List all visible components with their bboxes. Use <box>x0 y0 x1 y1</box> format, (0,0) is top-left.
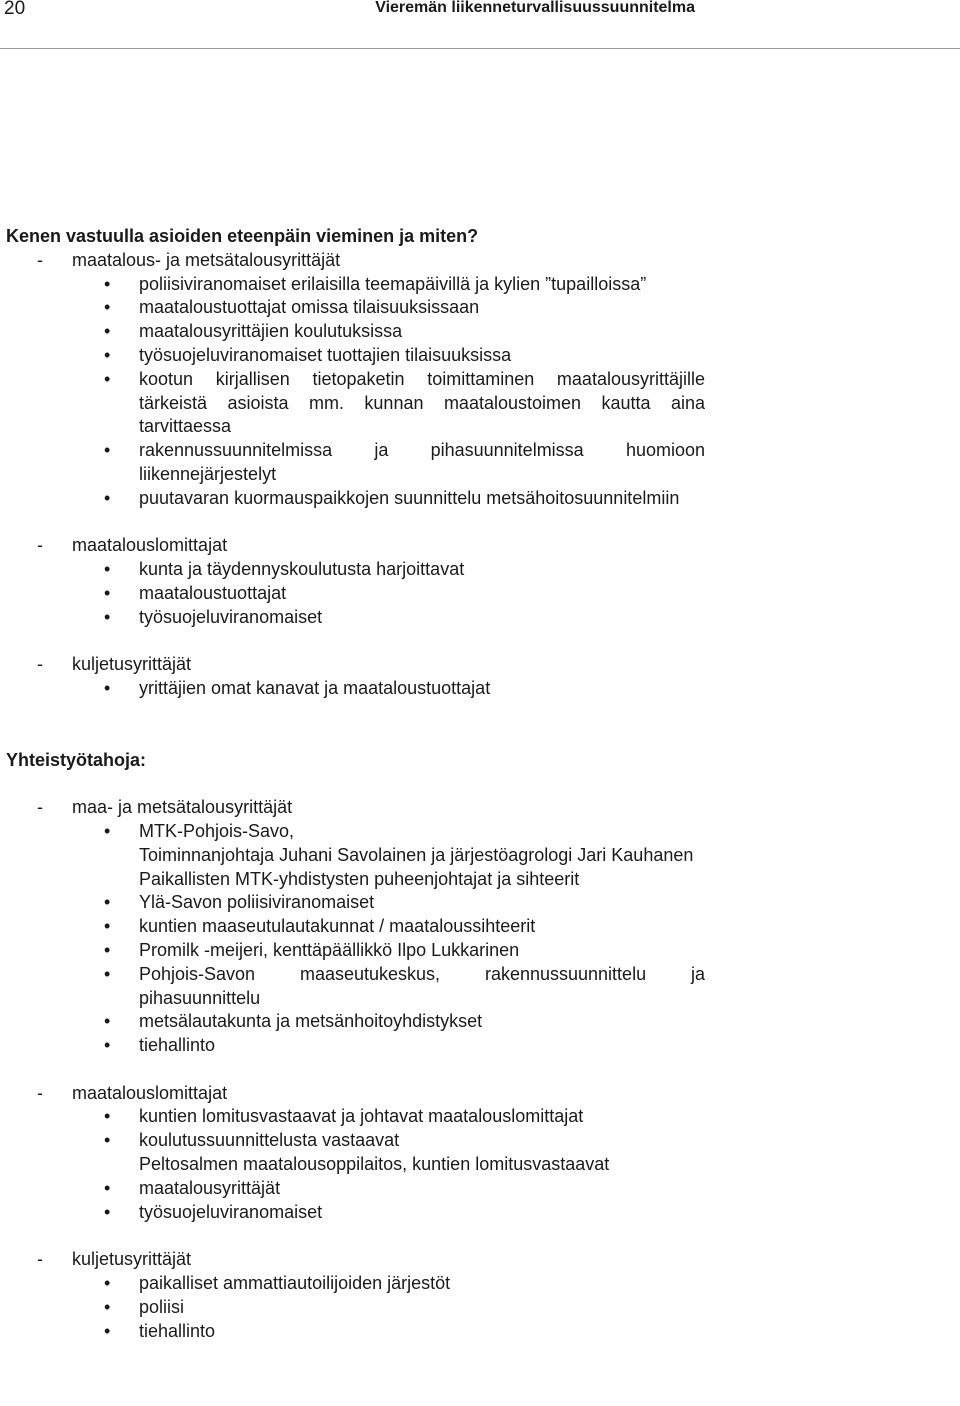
list-item <box>0 1105 705 1129</box>
running-title: Vieremän liikenneturvallisuussuunnitelma <box>375 0 695 16</box>
list-item <box>0 1320 705 1344</box>
list-item <box>0 606 705 630</box>
bullet-marker: • <box>104 321 111 342</box>
list-item <box>0 439 705 487</box>
group-header <box>0 653 960 677</box>
list-item-text: Peltosalmen maatalousoppilaitos, kuntien lomitusvastaavat <box>139 1154 610 1175</box>
list-item-text: poliisi <box>139 1296 185 1317</box>
list-item-text: tiehallinto <box>139 1035 216 1056</box>
list-item-text: paikalliset ammattiautoilijoiden järjestöt <box>139 1273 451 1294</box>
bullet-marker: • <box>104 1130 111 1151</box>
page-body <box>0 225 960 1343</box>
list-item-text: MTK-Pohjois-Savo, <box>139 820 295 841</box>
list-item <box>0 344 705 368</box>
list-item-text: kuntien lomitusvastaavat ja johtavat maatalouslomittajat <box>139 1106 584 1127</box>
list-item <box>0 1296 705 1320</box>
group-header <box>0 1248 960 1272</box>
bullet-marker: • <box>104 1106 111 1127</box>
list-item <box>0 273 705 297</box>
bullet-marker: • <box>104 1201 111 1222</box>
list-item <box>0 1010 705 1034</box>
bullet-marker: • <box>104 273 111 294</box>
list-item-text: maatalousyrittäjät <box>139 1177 281 1198</box>
list-item-text: Paikallisten MTK-yhdistysten puheenjohtajat ja sihteerit <box>139 868 580 889</box>
bullet-marker: • <box>104 582 111 603</box>
list-item-text: Pohjois-Savon maaseutukeskus, rakennussuunnittelu ja pihasuunnittelu <box>139 963 705 1008</box>
group-header <box>0 249 960 273</box>
bullet-marker: • <box>104 487 111 508</box>
group-label: maa- ja metsätalousyrittäjät <box>72 797 293 818</box>
list-item-text: työsuojeluviranomaiset <box>139 1201 323 1222</box>
bullet-marker: • <box>104 297 111 318</box>
spacer <box>0 1058 960 1082</box>
list-item-text: yrittäjien omat kanavat ja maataloustuottajat <box>139 678 491 699</box>
list-item <box>0 1177 705 1201</box>
bullet-marker: • <box>104 1320 111 1341</box>
list-item-text: kootun kirjallisen tietopaketin toimittaminen maatalousyrittäjille tärkeistä asioista mm. kunnan maataloustoimen kautta aina tarvittaessa <box>139 368 705 437</box>
list-item <box>0 1201 705 1225</box>
bullet-marker: • <box>104 606 111 627</box>
list-item-text: kunta ja täydennyskoulutusta harjoittavat <box>139 559 465 580</box>
bullet-marker: • <box>104 440 111 461</box>
group-label: kuljetusyrittäjät <box>72 654 192 675</box>
bullet-marker: • <box>104 939 111 960</box>
list-item <box>0 558 705 582</box>
list-item-text: metsälautakunta ja metsänhoitoyhdistykset <box>139 1011 483 1032</box>
list-item-text: koulutussuunnittelusta vastaavat <box>139 1130 400 1151</box>
list-item <box>0 1272 705 1296</box>
bullet-marker: • <box>104 1011 111 1032</box>
list-item-text: maataloustuottajat omissa tilaisuuksissaan <box>139 297 480 318</box>
list-item-text: tiehallinto <box>139 1320 216 1341</box>
list-item-text: rakennussuunnitelmissa ja pihasuunnitelmissa huomioon liikennejärjestelyt <box>139 440 705 484</box>
list-item <box>0 820 705 844</box>
list-item-text: työsuojeluviranomaiset tuottajien tilaisuuksissa <box>139 344 512 365</box>
bullet-marker: • <box>104 559 111 580</box>
group-header <box>0 796 960 820</box>
bullet-marker: • <box>104 1035 111 1056</box>
list-item-text: työsuojeluviranomaiset <box>139 606 323 627</box>
spacer <box>0 1224 960 1248</box>
list-item-text: kuntien maaseutulautakunnat / maataloussihteerit <box>139 916 536 937</box>
list-item-text: Ylä-Savon poliisiviranomaiset <box>139 892 375 913</box>
list-item-text: Promilk -meijeri, kenttäpäällikkö Ilpo Lukkarinen <box>139 939 520 960</box>
list-item <box>0 320 705 344</box>
bullet-marker: • <box>104 892 111 913</box>
section-heading-responsibility: Kenen vastuulla asioiden eteenpäin vieminen ja miten? <box>6 226 479 246</box>
bullet-marker: • <box>104 1273 111 1294</box>
spacer <box>0 630 960 654</box>
dash-marker: - <box>37 797 43 818</box>
list-item-text: poliisiviranomaiset erilaisilla teemapäivillä ja kylien ”tupailloissa” <box>139 273 647 294</box>
list-item <box>0 939 705 963</box>
list-item-continuation <box>0 868 705 892</box>
group-label: maatalouslomittajat <box>72 535 228 556</box>
dash-marker: - <box>37 1249 43 1270</box>
list-item <box>0 582 705 606</box>
list-item <box>0 891 705 915</box>
spacer <box>0 772 960 796</box>
group-header <box>0 534 960 558</box>
group-header <box>0 1082 960 1106</box>
page-number: 20 <box>4 0 26 19</box>
bullet-marker: • <box>104 678 111 699</box>
list-item-text: maataloustuottajat <box>139 582 287 603</box>
list-item-text: Toiminnanjohtaja Juhani Savolainen ja järjestöagrologi Jari Kauhanen <box>139 844 694 865</box>
spacer <box>0 701 960 749</box>
list-item <box>0 368 705 439</box>
header-divider <box>0 48 960 49</box>
bullet-marker: • <box>104 916 111 937</box>
list-item <box>0 487 705 511</box>
bullet-marker: • <box>104 344 111 365</box>
dash-marker: - <box>37 535 43 556</box>
list-item <box>0 915 705 939</box>
dash-marker: - <box>37 249 43 270</box>
list-item-text: puutavaran kuormauspaikkojen suunnittelu metsähoitosuunnitelmiin <box>139 487 680 508</box>
group-label: maatalouslomittajat <box>72 1082 228 1103</box>
bullet-marker: • <box>104 820 111 841</box>
page-header <box>0 0 960 50</box>
list-item-continuation <box>0 844 705 868</box>
spacer <box>0 511 960 535</box>
bullet-marker: • <box>104 1296 111 1317</box>
list-item <box>0 963 705 1011</box>
group-label: maatalous- ja metsätalousyrittäjät <box>72 249 341 270</box>
list-item <box>0 296 705 320</box>
bullet-marker: • <box>104 1177 111 1198</box>
list-item-text: maatalousyrittäjien koulutuksissa <box>139 321 403 342</box>
bullet-marker: • <box>104 963 111 984</box>
list-item <box>0 677 705 701</box>
list-item <box>0 1129 705 1153</box>
bullet-marker: • <box>104 368 111 389</box>
group-label: kuljetusyrittäjät <box>72 1249 192 1270</box>
list-item <box>0 1034 705 1058</box>
dash-marker: - <box>37 654 43 675</box>
dash-marker: - <box>37 1082 43 1103</box>
section-heading-partners: Yhteistyötahoja: <box>6 749 147 770</box>
list-item-continuation <box>0 1153 705 1177</box>
